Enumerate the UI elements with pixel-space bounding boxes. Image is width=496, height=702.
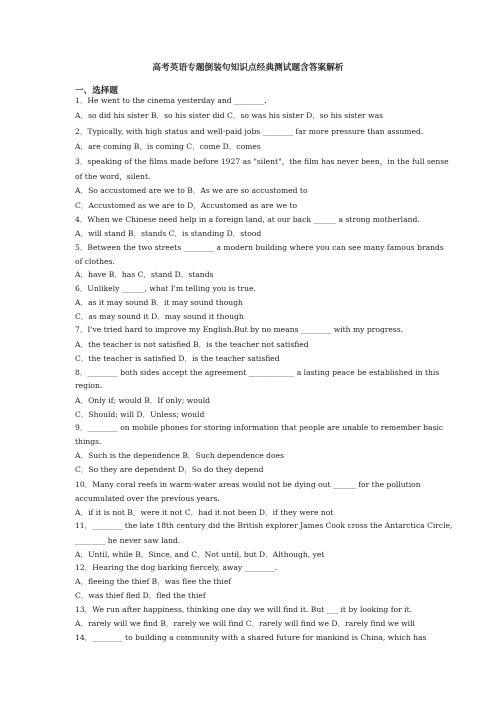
- document-line: accumulated over the previous years.: [75, 494, 220, 503]
- document-line: A．will stand B．stands C．is standing D．stood: [75, 229, 262, 238]
- document-line: 11．________ the late 18th century did the British explorer James Cook cross the Antarctica Circle,: [75, 521, 453, 530]
- document-line: 7．I've tried hard to improve my English.But by no means ________ with my progress.: [75, 325, 404, 334]
- document-line: 8．________ both sides accept the agreement ____________ a lasting peace be established in this: [75, 368, 440, 377]
- document-line: 3．speaking of the films made before 1927 as "silent"，the film has never been，in the full sense: [75, 157, 449, 166]
- document-line: 1．He went to the cinema yesterday and ________.: [75, 96, 267, 105]
- section-heading: 一、选择题: [75, 86, 118, 96]
- document-line: 12．Hearing the dog barking fiercely, away ________.: [75, 563, 278, 572]
- document-line: region.: [75, 381, 103, 390]
- document-line: ________ he never saw land.: [75, 536, 181, 545]
- document-line: A．the teacher is not satisfied B．is the teacher not satisfied: [75, 340, 309, 349]
- document-line: C．So they are dependent D．So do they depend: [75, 465, 264, 474]
- document-line: C．the teacher is satisfied D．is the teacher satisfied: [75, 354, 280, 363]
- document-line: 6．Unlikely ______, what I'm telling you is true.: [75, 284, 256, 293]
- document-line: A．so did his sister B．so his sister did C．so was his sister D．so his sister was: [75, 111, 384, 120]
- document-line: 4．When we Chinese need help in a foreign land, at our back ______ a strong motherland.: [75, 215, 420, 224]
- document-line: A．Such is the dependence B．Such dependence does: [75, 451, 284, 460]
- document-line: 14．________ to building a community with a shared future for mankind is China, which has: [75, 633, 427, 642]
- document-line: A．as it may sound B．it may sound though: [75, 298, 243, 307]
- document-line: A．are coming B．is coming C．come D．comes: [75, 142, 261, 151]
- document-line: C．as may sound it D．may sound it though: [75, 312, 244, 321]
- document-line: C．was thief fled D．fled the thief: [75, 591, 206, 600]
- page-title: 高考英语专题倒装句知识点经典测试题含答案解析: [152, 63, 344, 73]
- document-line: A．if it is not B．were it not C．had it not been D．if they were not: [75, 508, 334, 517]
- document-line: A．Until, while B．Since, and C．Not until, but D．Although, yet: [75, 550, 325, 559]
- document-line: A．have B．has C．stand D．stands: [75, 270, 214, 279]
- document-line: of clothes.: [75, 257, 115, 266]
- document-line: 9．________ on mobile phones for storing information that people are unable to remember basic: [75, 423, 444, 432]
- document-line: 13．We run after happiness, thinking one day we will find it. But ___ it by looking for it.: [75, 605, 413, 614]
- document-line: things.: [75, 437, 102, 446]
- document-line: A．fleeing the thief B．was flee the thief: [75, 577, 232, 586]
- document-line: C．Should; will D．Unless; would: [75, 410, 205, 419]
- document-line: 2．Typically, with high status and well-paid jobs ________ far more pressure than assumed.: [75, 127, 424, 136]
- document-line: of the word，silent.: [75, 172, 151, 181]
- document-line: A．Only if; would B．If only; would: [75, 396, 211, 405]
- document-line: A．So accustomed are we to B．As we are so accustomed to: [75, 186, 308, 195]
- document-line: 10．Many coral reefs in warm-water areas would not be dying out ______ for the pollution: [75, 480, 421, 489]
- document-line: A．rarely will we find B．rarely we will find C．rarely will find we D．rarely find we will: [75, 619, 415, 628]
- document-line: C．Accustomed as we are to D．Accustomed as are we to: [75, 201, 298, 210]
- document-line: 5．Between the two streets ________ a modern building where you can see many famous brands: [75, 243, 444, 252]
